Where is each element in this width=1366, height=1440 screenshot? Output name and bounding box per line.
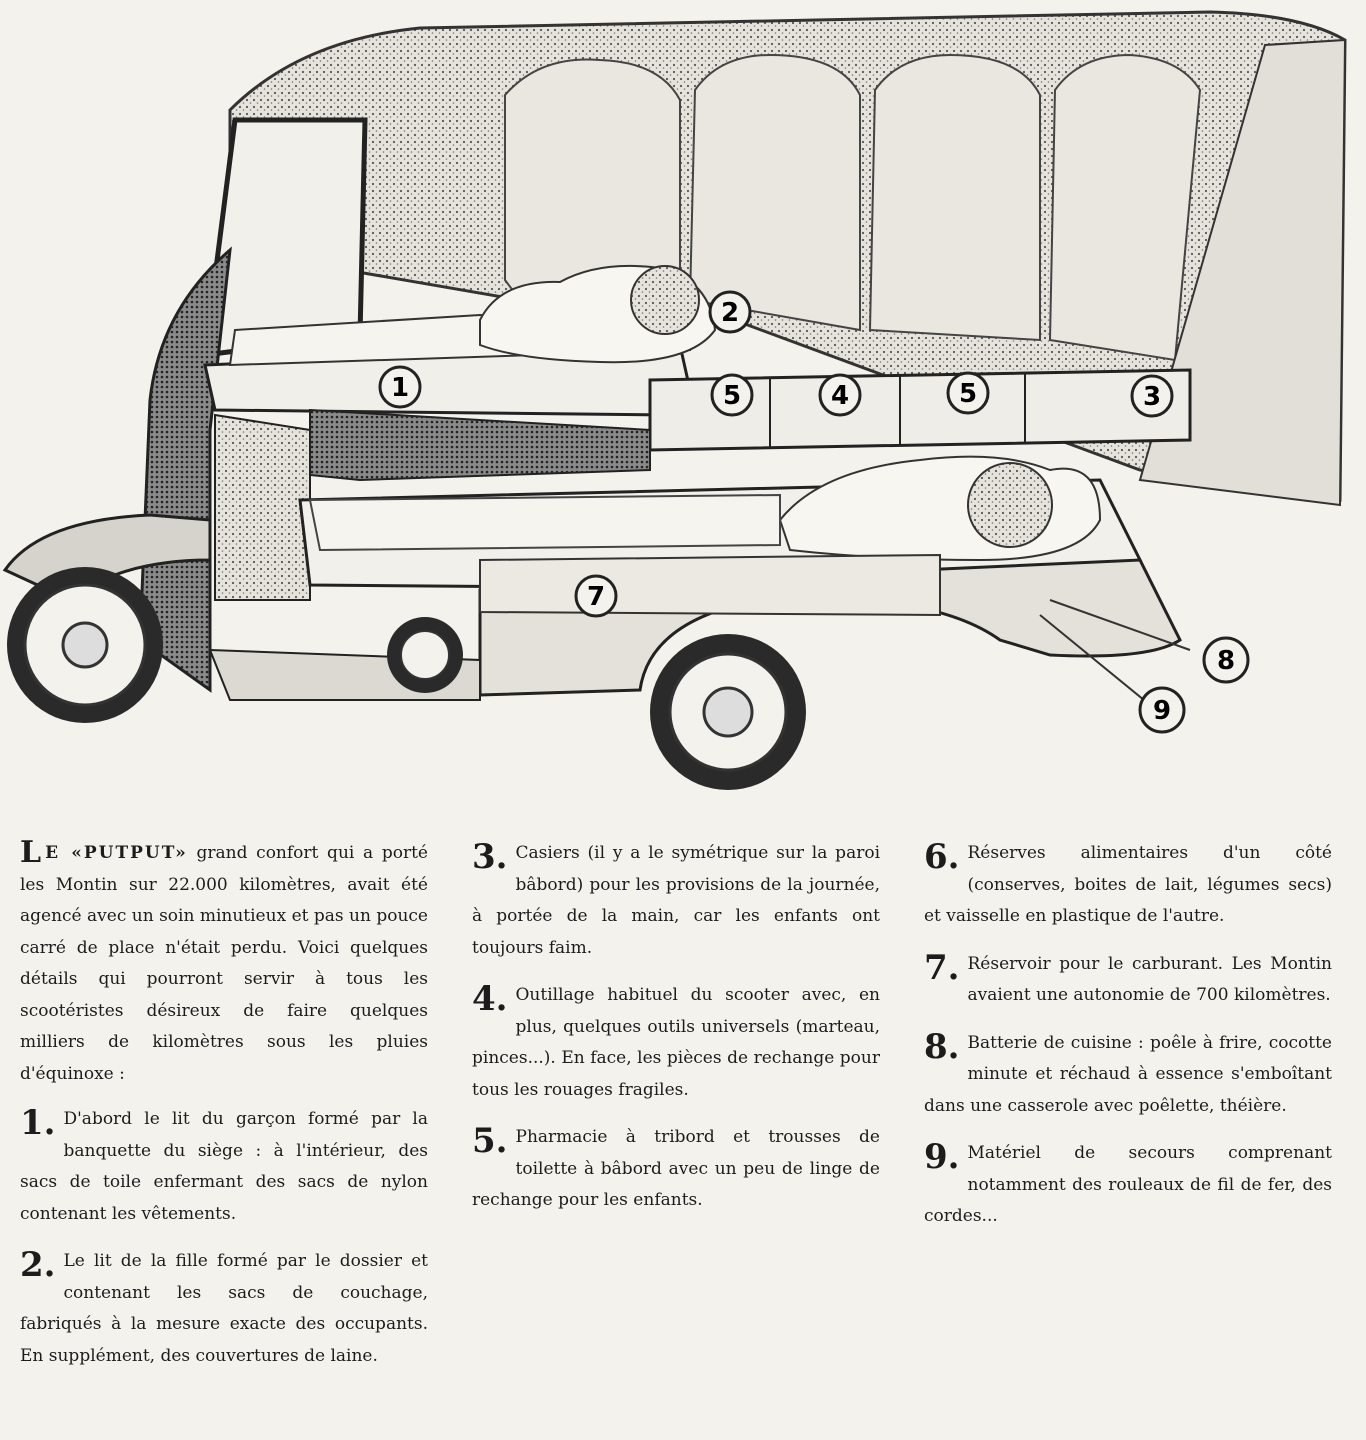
callout-label: 3: [1142, 382, 1162, 412]
callout-1: [380, 367, 420, 407]
lower-bunk-mattress: [310, 495, 780, 550]
intro-title: E «PUTPUT»: [45, 843, 188, 863]
item-number: 2.: [20, 1245, 56, 1285]
item-number: 9.: [924, 1137, 960, 1177]
callout-7: [576, 576, 616, 616]
callout-label: 2: [720, 298, 740, 328]
list-item-9: [924, 1138, 1332, 1233]
callout-5a: [712, 375, 752, 415]
callout-label: 9: [1152, 696, 1172, 726]
list-item-2: [20, 1246, 428, 1372]
boy-head: [631, 266, 699, 334]
list-item-8: [924, 1028, 1332, 1123]
callout-8: [1204, 638, 1248, 682]
column-3: [924, 838, 1332, 1428]
intro-paragraph: [20, 835, 428, 1090]
list-item-4: [472, 980, 880, 1106]
list-item-7: [924, 949, 1332, 1012]
list-item-1: [20, 1104, 428, 1230]
item-text: Matériel de secours comprenant notamment des rouleaux de fil de fer, des cordes...: [924, 1143, 1332, 1226]
drop-cap: L: [20, 835, 42, 870]
item-number: 1.: [20, 1103, 56, 1143]
callout-label: 8: [1216, 646, 1236, 676]
callout-5b: [948, 373, 988, 413]
cabin-wall: [310, 410, 650, 480]
callout-label: 5: [958, 379, 978, 409]
item-number: 5.: [472, 1121, 508, 1161]
item-text: Le lit de la fille formé par le dossier et contenant les sacs de couchage, fabriqués à la mesure exacte des occupants. En supplément, des couvertures de laine.: [20, 1251, 428, 1366]
cabin-side: [215, 415, 310, 600]
callout-4: [820, 375, 860, 415]
item-text: D'abord le lit du garçon formé par la banquette du siège : à l'intérieur, des sacs de toile enfermant des sacs de nylon contenant les vêtements.: [20, 1109, 428, 1224]
callout-label: 1: [390, 373, 410, 403]
callout-label: 4: [830, 381, 850, 411]
item-number: 4.: [472, 979, 508, 1019]
callout-label: 7: [586, 582, 606, 612]
list-item-3: [472, 838, 880, 964]
column-2: [472, 838, 880, 1428]
list-item-6: [924, 838, 1332, 933]
callout-label: 5: [722, 381, 742, 411]
item-text: Casiers (il y a le symétrique sur la paroi bâbord) pour les provisions de la journée, à portée de la main, car les enfants ont toujours faim.: [472, 843, 880, 958]
intro-body: grand confort qui a porté les Montin sur 22.000 kilomètres, avait été agencé avec un soin minutieux et pas un pouce carré de place n'était perdu. Voici quelques détails qui pourront servir à tous les scootéristes désireux de faire quelques milliers de kilomètres sous les pluies d'équinoxe :: [20, 843, 428, 1084]
front-wheel: [7, 567, 163, 723]
item-number: 8.: [924, 1026, 960, 1067]
item-text: Batterie de cuisine : poêle à frire, cocotte minute et réchaud à essence s'emboîtant dans une casserole avec poêlette, théière.: [924, 1032, 1332, 1116]
callout-3: [1132, 376, 1172, 416]
item-number: 7.: [924, 947, 960, 988]
fuel-tank: [480, 555, 940, 615]
column-1: [20, 835, 428, 1428]
small-wheel: [387, 617, 463, 693]
list-item-5: [472, 1122, 880, 1217]
item-text: Pharmacie à tribord et trousses de toilette à bâbord avec un peu de linge de rechange pour les enfants.: [472, 1127, 880, 1210]
item-number: 6.: [924, 837, 960, 877]
windshield: [205, 120, 365, 355]
article-text: [20, 835, 1346, 1428]
callout-2: [710, 292, 750, 332]
callout-9: [1140, 688, 1184, 732]
item-text: Outillage habituel du scooter avec, en plus, quelques outils universels (marteau, pinces...). En face, les pièces de rechange pour tous les rouages fragiles.: [472, 985, 880, 1100]
item-text: Réservoir pour le carburant. Les Montin avaient une autonomie de 700 kilomètres.: [967, 953, 1332, 1005]
item-text: Réserves alimentaires d'un côté (conserves, boites de lait, légumes secs) et vaisselle en plastique de l'autre.: [924, 843, 1332, 926]
item-number: 3.: [472, 837, 508, 877]
girl-head: [968, 463, 1052, 547]
rear-wheel: [650, 634, 806, 790]
